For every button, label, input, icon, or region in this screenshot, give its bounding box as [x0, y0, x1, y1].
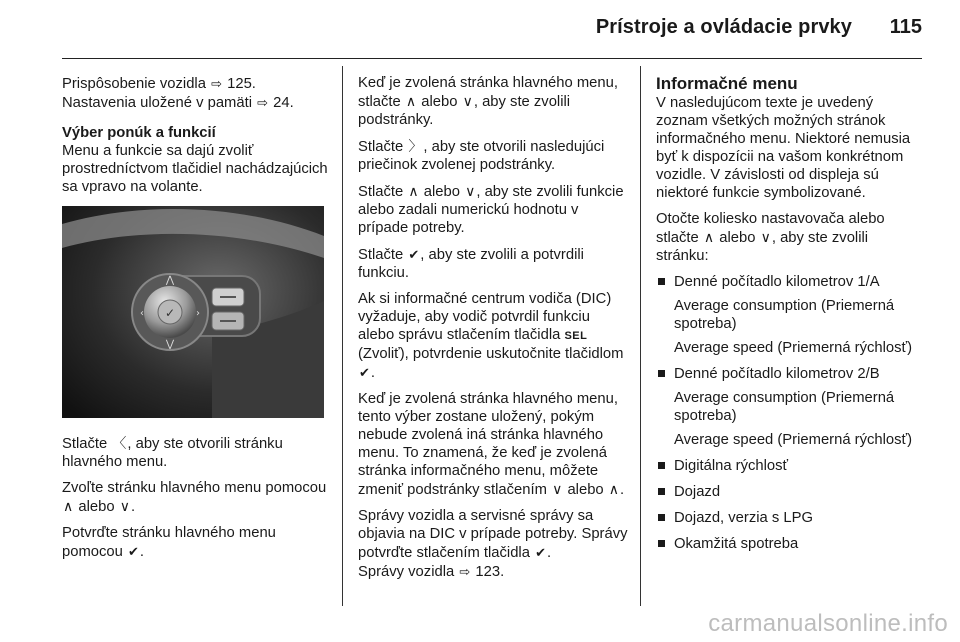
- chevron-up-icon: [406, 92, 416, 110]
- list-item: Digitálna rýchlosť: [656, 457, 920, 475]
- chevron-down-icon: [552, 480, 562, 498]
- info-menu-instruction: Otočte koliesko nastavovača alebo stlačte ∧ alebo ∨ , aby ste zvolili stránku:: [656, 210, 920, 265]
- page-header-title: Prístroje a ovládacie prvky: [595, 16, 852, 38]
- paragraph-select-function: Stlačte ∧ alebo ∨ , aby ste zvolili funkcie alebo zadali numerickú hodnotu v prípade potreby.: [358, 182, 630, 237]
- checkmark-icon: [359, 363, 370, 382]
- column-divider-1: [342, 66, 343, 606]
- column-1: [62, 74, 334, 569]
- chevron-right-icon: [408, 137, 422, 155]
- chevron-up-icon: [609, 480, 619, 498]
- list-item: Denné počítadlo kilometrov 2/B Average consumption (Priemerná spotreba) Average speed (Priemerná rýchlosť): [656, 365, 920, 449]
- instruction-open-main-menu: Stlačte 〈 , aby ste otvorili stránku hlavného menu.: [62, 434, 334, 471]
- checkmark-icon: [535, 543, 546, 562]
- page-ref-icon: [211, 74, 222, 93]
- paragraph-confirm-function: Stlačte ✔ , aby ste zvolili a potvrdili funkciu.: [358, 245, 630, 282]
- cross-reference-lines: Prispôsobenie vozidla ⇨ 125. Nastavenia uložené v pamäti ⇨ 24.: [62, 74, 334, 112]
- sel-button-label: SEL: [564, 330, 588, 342]
- page-ref-icon: [459, 562, 470, 581]
- checkmark-icon: [128, 542, 139, 561]
- chevron-left-icon: [112, 434, 126, 452]
- column-divider-2: [640, 66, 641, 606]
- instruction-confirm-main-menu: Potvrďte stránku hlavného menu pomocou ✔ .: [62, 524, 334, 561]
- column-3: [656, 74, 920, 561]
- paragraph-vehicle-messages: Správy vozidla a servisné správy sa objavia na DIC v prípade potreby. Správy potvrďte stlačením tlačidla ✔ . Správy vozidla ⇨ 123.: [358, 507, 630, 581]
- info-menu-intro: Informačné menu V nasledujúcom texte je uvedený zoznam všetkých možných stránok informačného menu. Niektoré nemusia byť k dispozícii na vašom konkrétnom vozidle. V závislosti od displeja sú niektoré funkcie symbolizované.: [656, 74, 911, 201]
- steering-wheel-controls-photo: [62, 206, 324, 418]
- page-ref-icon: [257, 93, 268, 112]
- list-item: Okamžitá spotreba: [656, 535, 920, 553]
- paragraph-submenu-select: Keď je zvolená stránka hlavného menu, stlačte ∧ alebo ∨ , aby ste zvolili podstránky.: [358, 74, 630, 129]
- paragraph-dic-confirm: Ak si informačné centrum vodiča (DIC) vyžaduje, aby vodič potvrdil funkciu alebo správu stlačením tlačidla SEL (Zvoliť), potvrdenie uskutočnite tlačidlom ✔.: [358, 290, 630, 382]
- svg-text:⋁: ⋁: [165, 339, 175, 350]
- section-intro: Výber ponúk a funkcií Menu a funkcie sa dajú zvoliť prostredníctvom tlačidiel nachádzajúcich sa vpravo na volante.: [62, 125, 328, 195]
- info-menu-page-list: [656, 273, 920, 553]
- column-2: [358, 74, 630, 589]
- checkmark-icon: [408, 245, 419, 264]
- paragraph-menu-memory: Keď je zvolená stránka hlavného menu, tento výber zostane uložený, pokým nebude zvolená iná stránka hlavného menu. To znamená, že keď je zvolená stránka informačného menu, môžete zmeniť podstránky stlačením ∨ alebo ∧ .: [358, 390, 630, 499]
- svg-text:⋀: ⋀: [165, 275, 175, 286]
- chevron-up-icon: [408, 182, 418, 200]
- svg-text:‹: ‹: [140, 308, 144, 319]
- svg-text:✓: ✓: [164, 306, 176, 320]
- list-item: Dojazd, verzia s LPG: [656, 509, 920, 527]
- page-number: 115: [889, 16, 922, 38]
- chevron-down-icon: [465, 182, 475, 200]
- info-menu-heading: Informačné menu: [656, 74, 798, 93]
- chevron-up-icon: [704, 228, 714, 246]
- list-item: Denné počítadlo kilometrov 1/A Average consumption (Priemerná spotreba) Average speed (Priemerná rýchlosť): [656, 273, 920, 357]
- watermark: carmanualsonline.info: [708, 610, 948, 637]
- chevron-down-icon: [120, 497, 130, 515]
- chevron-down-icon: [463, 92, 473, 110]
- header-rule: [62, 58, 922, 59]
- paragraph-open-folder: Stlačte 〉 , aby ste otvorili nasledujúci priečinok zvolenej podstránky.: [358, 137, 630, 174]
- chevron-down-icon: [761, 228, 771, 246]
- svg-text:›: ›: [196, 308, 200, 319]
- list-item: Dojazd: [656, 483, 920, 501]
- instruction-select-main-menu: Zvoľte stránku hlavného menu pomocou ∧ alebo ∨ .: [62, 479, 334, 516]
- chevron-up-icon: [63, 497, 73, 515]
- section-heading: Výber ponúk a funkcií: [62, 125, 216, 141]
